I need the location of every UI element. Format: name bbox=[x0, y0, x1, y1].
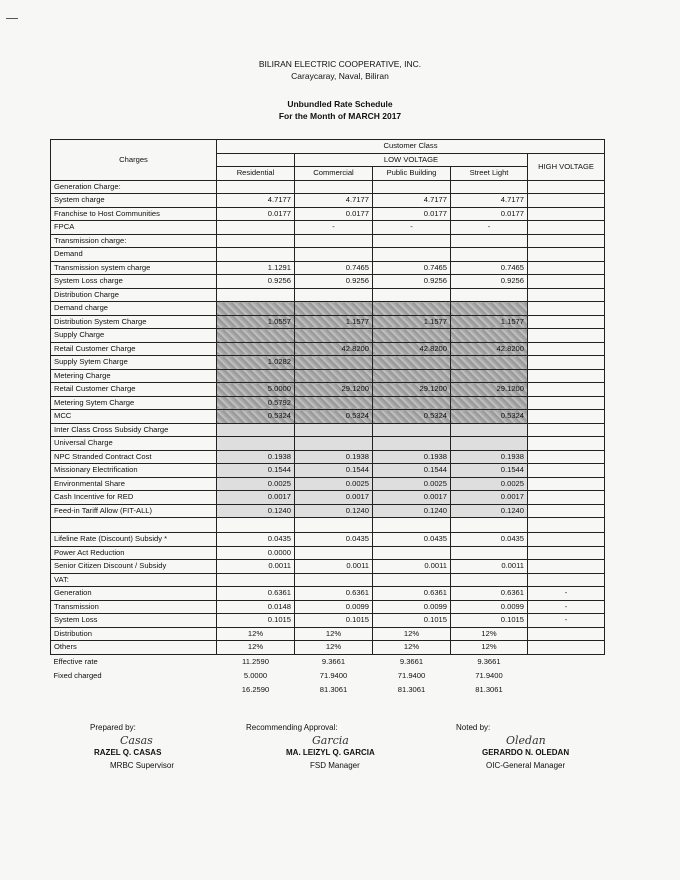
row-value bbox=[295, 288, 373, 302]
row-value: 0.1544 bbox=[217, 464, 295, 478]
row-value bbox=[528, 221, 605, 235]
summary-empty bbox=[528, 654, 605, 669]
summary-row bbox=[51, 683, 605, 697]
row-value bbox=[451, 396, 528, 410]
row-value bbox=[295, 180, 373, 194]
row-value bbox=[373, 248, 451, 262]
row-value bbox=[528, 383, 605, 397]
row-value bbox=[528, 356, 605, 370]
row-value bbox=[217, 248, 295, 262]
signatory-recommending bbox=[246, 721, 375, 772]
row-value bbox=[528, 450, 605, 464]
row-value: 0.1015 bbox=[373, 614, 451, 628]
row-value bbox=[451, 518, 528, 533]
row-label: Transmission charge: bbox=[51, 234, 217, 248]
row-value bbox=[528, 288, 605, 302]
row-label: Demand bbox=[51, 248, 217, 262]
signature: Oledan bbox=[506, 734, 546, 747]
summary-rows bbox=[51, 654, 605, 697]
row-value bbox=[528, 546, 605, 560]
table-row bbox=[51, 221, 605, 235]
summary-empty bbox=[528, 683, 605, 697]
row-value bbox=[217, 329, 295, 343]
summary-value: 71.9400 bbox=[319, 670, 348, 680]
row-value bbox=[373, 573, 451, 587]
row-value bbox=[217, 518, 295, 533]
row-value bbox=[373, 234, 451, 248]
row-value: - bbox=[373, 221, 451, 235]
table-row bbox=[51, 194, 605, 208]
row-value: 0.6361 bbox=[217, 587, 295, 601]
row-value bbox=[528, 369, 605, 383]
row-label: Supply Charge bbox=[51, 329, 217, 343]
row-value: 12% bbox=[295, 627, 373, 641]
summary-row bbox=[51, 654, 605, 669]
row-value bbox=[528, 573, 605, 587]
row-value bbox=[451, 546, 528, 560]
row-label: Generation Charge: bbox=[51, 180, 217, 194]
row-value: 0.5324 bbox=[217, 410, 295, 424]
scan-mark bbox=[6, 18, 18, 19]
summary-value: 71.9400 bbox=[397, 670, 426, 680]
row-value: 0.0017 bbox=[451, 491, 528, 505]
row-value: 12% bbox=[217, 627, 295, 641]
row-value bbox=[451, 288, 528, 302]
row-value bbox=[295, 396, 373, 410]
high-voltage-header: HIGH VOLTAGE bbox=[528, 153, 605, 180]
row-label: System Loss charge bbox=[51, 275, 217, 289]
summary-value: 71.9400 bbox=[475, 670, 503, 680]
row-value: 1.1577 bbox=[373, 315, 451, 329]
row-label: Demand charge bbox=[51, 302, 217, 316]
summary-label: Fixed charged bbox=[53, 670, 102, 680]
row-value: 0.0435 bbox=[217, 533, 295, 547]
row-value: 0.0177 bbox=[217, 207, 295, 221]
row-value: 0.1015 bbox=[451, 614, 528, 628]
row-label: Inter Class Cross Subsidy Charge bbox=[51, 423, 217, 437]
row-value bbox=[373, 356, 451, 370]
row-value bbox=[451, 302, 528, 316]
row-label: NPC Stranded Contract Cost bbox=[51, 450, 217, 464]
low-voltage-header: LOW VOLTAGE bbox=[295, 153, 528, 167]
row-value: 1.0557 bbox=[217, 315, 295, 329]
row-value: 42.8200 bbox=[295, 342, 373, 356]
summary-value: 11.2590 bbox=[242, 656, 269, 666]
table-row bbox=[51, 329, 605, 343]
rate-rows bbox=[51, 180, 605, 654]
row-value: 0.1240 bbox=[451, 504, 528, 518]
summary-value: 81.3061 bbox=[319, 684, 348, 694]
table-row bbox=[51, 410, 605, 424]
row-value: 0.0017 bbox=[295, 491, 373, 505]
row-value: 0.7465 bbox=[295, 261, 373, 275]
row-value bbox=[528, 261, 605, 275]
table-row bbox=[51, 261, 605, 275]
signatory-name: GERARDO N. OLEDAN bbox=[482, 748, 570, 757]
row-value bbox=[217, 288, 295, 302]
row-value bbox=[528, 518, 605, 533]
summary-label: Effective rate bbox=[53, 656, 98, 666]
table-row bbox=[51, 464, 605, 478]
signatory-caption: Prepared by: bbox=[90, 723, 136, 732]
row-value bbox=[295, 423, 373, 437]
class-header-commercial: Commercial bbox=[295, 167, 373, 181]
row-value: 0.1544 bbox=[373, 464, 451, 478]
row-value bbox=[295, 329, 373, 343]
table-row bbox=[51, 533, 605, 547]
table-row bbox=[51, 587, 605, 601]
table-row bbox=[51, 207, 605, 221]
table-row bbox=[51, 477, 605, 491]
row-value bbox=[451, 248, 528, 262]
summary-row bbox=[51, 669, 605, 683]
summary-empty bbox=[528, 669, 605, 683]
row-value: 0.0099 bbox=[451, 600, 528, 614]
row-value: 29.1200 bbox=[295, 383, 373, 397]
row-value: - bbox=[528, 614, 605, 628]
row-value: 4.7177 bbox=[451, 194, 528, 208]
signatory-position: FSD Manager bbox=[310, 761, 360, 770]
row-value: 0.1544 bbox=[295, 464, 373, 478]
row-value: 12% bbox=[451, 627, 528, 641]
row-value: 12% bbox=[217, 641, 295, 655]
summary-value: 9.3661 bbox=[399, 656, 424, 666]
table-row bbox=[51, 288, 605, 302]
row-value bbox=[528, 627, 605, 641]
row-value bbox=[295, 356, 373, 370]
row-label: Power Act Reduction bbox=[51, 546, 217, 560]
row-value bbox=[217, 221, 295, 235]
row-value bbox=[451, 180, 528, 194]
table-row bbox=[51, 180, 605, 194]
row-value bbox=[295, 234, 373, 248]
row-label: Generation bbox=[51, 587, 217, 601]
row-value: - bbox=[295, 221, 373, 235]
row-value bbox=[373, 518, 451, 533]
row-value: 1.1577 bbox=[295, 315, 373, 329]
row-label: Retail Customer Charge bbox=[51, 342, 217, 356]
row-value: 4.7177 bbox=[217, 194, 295, 208]
row-value bbox=[528, 275, 605, 289]
signatory-name: MA. LEIZYL Q. GARCIA bbox=[286, 748, 375, 757]
document-title: Unbundled Rate Schedule bbox=[287, 99, 393, 109]
row-value: 0.0025 bbox=[451, 477, 528, 491]
signature: Casas bbox=[120, 734, 153, 747]
row-value bbox=[217, 302, 295, 316]
row-label: MCC bbox=[51, 410, 217, 424]
signatory-noted bbox=[456, 721, 569, 772]
row-value bbox=[451, 437, 528, 451]
signatory-name: RAZEL Q. CASAS bbox=[94, 748, 162, 757]
row-label: System charge bbox=[51, 194, 217, 208]
signatory-caption: Recommending Approval: bbox=[246, 723, 338, 732]
row-value bbox=[217, 180, 295, 194]
row-label: Franchise to Host Communities bbox=[51, 207, 217, 221]
row-value bbox=[528, 641, 605, 655]
table-row bbox=[51, 560, 605, 574]
row-value: 12% bbox=[295, 641, 373, 655]
table-row bbox=[51, 369, 605, 383]
row-value: 0.5324 bbox=[295, 410, 373, 424]
row-value bbox=[451, 356, 528, 370]
row-value: 0.0177 bbox=[373, 207, 451, 221]
row-value: 42.8200 bbox=[373, 342, 451, 356]
table-row bbox=[51, 627, 605, 641]
row-value bbox=[217, 342, 295, 356]
row-label: Distribution bbox=[51, 627, 217, 641]
row-value: 0.6361 bbox=[451, 587, 528, 601]
row-value bbox=[451, 329, 528, 343]
row-value: 12% bbox=[451, 641, 528, 655]
row-value bbox=[217, 369, 295, 383]
table-row bbox=[51, 275, 605, 289]
row-value: 0.6361 bbox=[373, 587, 451, 601]
row-value: 0.1240 bbox=[217, 504, 295, 518]
row-value: 0.0011 bbox=[451, 560, 528, 574]
row-value bbox=[528, 315, 605, 329]
signature: Garcia bbox=[312, 734, 349, 747]
table-row bbox=[51, 518, 605, 533]
table-row bbox=[51, 504, 605, 518]
row-value: 0.1015 bbox=[295, 614, 373, 628]
row-value bbox=[451, 369, 528, 383]
row-value: - bbox=[451, 221, 528, 235]
row-label: Metering Charge bbox=[51, 369, 217, 383]
row-value: 0.6361 bbox=[295, 587, 373, 601]
row-value: 0.1015 bbox=[217, 614, 295, 628]
row-value: 0.0148 bbox=[217, 600, 295, 614]
row-value: 0.0011 bbox=[295, 560, 373, 574]
row-value: 42.8200 bbox=[451, 342, 528, 356]
class-header-street-light: Street Light bbox=[451, 167, 528, 181]
class-header-public-building: Public Building bbox=[373, 167, 451, 181]
table-row bbox=[51, 383, 605, 397]
row-label: Metering Sytem Charge bbox=[51, 396, 217, 410]
signatory-position: OIC-General Manager bbox=[486, 761, 566, 770]
table-row bbox=[51, 396, 605, 410]
row-value: 0.5324 bbox=[451, 410, 528, 424]
row-value bbox=[528, 491, 605, 505]
row-value bbox=[528, 560, 605, 574]
row-value bbox=[217, 437, 295, 451]
summary-label bbox=[51, 683, 217, 697]
row-label: Missionary Electrification bbox=[51, 464, 217, 478]
row-value bbox=[373, 302, 451, 316]
row-value: 0.1240 bbox=[295, 504, 373, 518]
row-label: System Loss bbox=[51, 614, 217, 628]
row-value bbox=[295, 546, 373, 560]
summary-value: 81.3061 bbox=[397, 684, 426, 694]
row-value bbox=[528, 504, 605, 518]
document-period: For the Month of MARCH 2017 bbox=[278, 111, 402, 121]
table-row bbox=[51, 302, 605, 316]
row-value bbox=[217, 423, 295, 437]
row-label: VAT: bbox=[51, 573, 217, 587]
table-row bbox=[51, 573, 605, 587]
row-value: 0.0017 bbox=[373, 491, 451, 505]
signatory-caption: Noted by: bbox=[456, 723, 491, 732]
row-value: 0.0025 bbox=[373, 477, 451, 491]
row-label: Distribution Charge bbox=[51, 288, 217, 302]
customer-class-header: Customer Class bbox=[217, 140, 605, 154]
row-label: Retail Customer Charge bbox=[51, 383, 217, 397]
table-row bbox=[51, 423, 605, 437]
row-value bbox=[373, 288, 451, 302]
row-value bbox=[373, 369, 451, 383]
row-value bbox=[217, 234, 295, 248]
row-value: 0.1938 bbox=[295, 450, 373, 464]
row-label: Universal Charge bbox=[51, 437, 217, 451]
row-label bbox=[51, 518, 217, 533]
row-value: 0.5324 bbox=[373, 410, 451, 424]
row-value: 0.9256 bbox=[295, 275, 373, 289]
row-value: 0.1240 bbox=[373, 504, 451, 518]
table-row bbox=[51, 356, 605, 370]
table-row bbox=[51, 491, 605, 505]
row-value: 0.0025 bbox=[217, 477, 295, 491]
row-value: 0.1544 bbox=[451, 464, 528, 478]
row-value bbox=[373, 423, 451, 437]
company-address: Caraycaray, Naval, Biliran bbox=[291, 71, 389, 81]
row-value bbox=[528, 194, 605, 208]
row-value: 0.0025 bbox=[295, 477, 373, 491]
signatory-prepared bbox=[90, 721, 174, 772]
row-label: Supply Sytem Charge bbox=[51, 356, 217, 370]
summary-value: 5.0000 bbox=[243, 670, 268, 680]
row-value: 0.7465 bbox=[451, 261, 528, 275]
row-value: 1.1577 bbox=[451, 315, 528, 329]
row-value bbox=[295, 248, 373, 262]
row-value: 0.0177 bbox=[295, 207, 373, 221]
row-label: Transmission bbox=[51, 600, 217, 614]
row-label: Distribution System Charge bbox=[51, 315, 217, 329]
row-value bbox=[528, 342, 605, 356]
summary-value: 81.3061 bbox=[475, 684, 503, 694]
row-value: 0.0000 bbox=[217, 546, 295, 560]
summary-value: 9.3661 bbox=[321, 656, 346, 666]
row-value bbox=[528, 396, 605, 410]
row-value bbox=[295, 518, 373, 533]
row-value: 1.1291 bbox=[217, 261, 295, 275]
row-value bbox=[528, 302, 605, 316]
row-value: 0.0435 bbox=[373, 533, 451, 547]
row-value bbox=[373, 396, 451, 410]
table-row bbox=[51, 641, 605, 655]
row-value bbox=[373, 437, 451, 451]
row-label: Environmental Share bbox=[51, 477, 217, 491]
row-value bbox=[528, 533, 605, 547]
row-value bbox=[451, 234, 528, 248]
table-row bbox=[51, 450, 605, 464]
row-value: 0.0435 bbox=[295, 533, 373, 547]
row-value: 0.0011 bbox=[373, 560, 451, 574]
row-value: 0.0017 bbox=[217, 491, 295, 505]
table-row bbox=[51, 437, 605, 451]
row-value: 0.0011 bbox=[217, 560, 295, 574]
signatory-position: MRBC Supervisor bbox=[110, 761, 175, 770]
row-value bbox=[528, 477, 605, 491]
row-label: Lifeline Rate (Discount) Subsidy * bbox=[51, 533, 217, 547]
row-label: Transmission system charge bbox=[51, 261, 217, 275]
row-value: 0.9256 bbox=[451, 275, 528, 289]
row-value: 0.0099 bbox=[373, 600, 451, 614]
row-value: 1.0282 bbox=[217, 356, 295, 370]
row-value bbox=[528, 329, 605, 343]
row-value: 0.0177 bbox=[451, 207, 528, 221]
row-value: 0.7465 bbox=[373, 261, 451, 275]
row-value bbox=[451, 573, 528, 587]
summary-value: 9.3661 bbox=[477, 656, 501, 666]
row-value bbox=[373, 546, 451, 560]
table-row bbox=[51, 248, 605, 262]
row-value: 0.0099 bbox=[295, 600, 373, 614]
rate-schedule-table bbox=[50, 139, 605, 697]
row-value: 0.9256 bbox=[217, 275, 295, 289]
table-row bbox=[51, 315, 605, 329]
table-row bbox=[51, 342, 605, 356]
table-row bbox=[51, 614, 605, 628]
row-value bbox=[295, 302, 373, 316]
table-row bbox=[51, 546, 605, 560]
table-row bbox=[51, 234, 605, 248]
row-value: - bbox=[528, 587, 605, 601]
row-value bbox=[528, 180, 605, 194]
row-value: 12% bbox=[373, 627, 451, 641]
row-value: 0.9256 bbox=[373, 275, 451, 289]
row-value: 29.1200 bbox=[373, 383, 451, 397]
row-value bbox=[528, 234, 605, 248]
row-value bbox=[295, 369, 373, 383]
row-value bbox=[451, 423, 528, 437]
row-value: 4.7177 bbox=[295, 194, 373, 208]
row-value: 4.7177 bbox=[373, 194, 451, 208]
row-value: 0.0435 bbox=[451, 533, 528, 547]
row-value: 0.5792 bbox=[217, 396, 295, 410]
class-header-residential: Residential bbox=[217, 167, 295, 181]
row-value bbox=[528, 410, 605, 424]
row-value bbox=[373, 180, 451, 194]
company-name: BILIRAN ELECTRIC COOPERATIVE, INC. bbox=[258, 59, 422, 69]
table-row bbox=[51, 600, 605, 614]
row-value bbox=[295, 573, 373, 587]
row-value bbox=[528, 423, 605, 437]
row-value bbox=[217, 573, 295, 587]
row-value bbox=[373, 329, 451, 343]
row-value: 5.0000 bbox=[217, 383, 295, 397]
row-value: 0.1938 bbox=[451, 450, 528, 464]
row-value bbox=[528, 437, 605, 451]
row-value: 12% bbox=[373, 641, 451, 655]
row-value bbox=[295, 437, 373, 451]
row-label: Feed-in Tariff Allow (FIT-ALL) bbox=[51, 504, 217, 518]
row-label: Others bbox=[51, 641, 217, 655]
row-label: FPCA bbox=[51, 221, 217, 235]
row-value bbox=[528, 464, 605, 478]
row-value: 0.1938 bbox=[373, 450, 451, 464]
row-value: 0.1938 bbox=[217, 450, 295, 464]
summary-value: 16.2590 bbox=[241, 684, 270, 694]
row-value bbox=[528, 207, 605, 221]
charges-header: Charges bbox=[51, 140, 217, 181]
row-value: - bbox=[528, 600, 605, 614]
row-label: Senior Citizen Discount / Subsidy bbox=[51, 560, 217, 574]
row-value bbox=[528, 248, 605, 262]
row-label: Cash Incentive for RED bbox=[51, 491, 217, 505]
row-value: 29.1200 bbox=[451, 383, 528, 397]
